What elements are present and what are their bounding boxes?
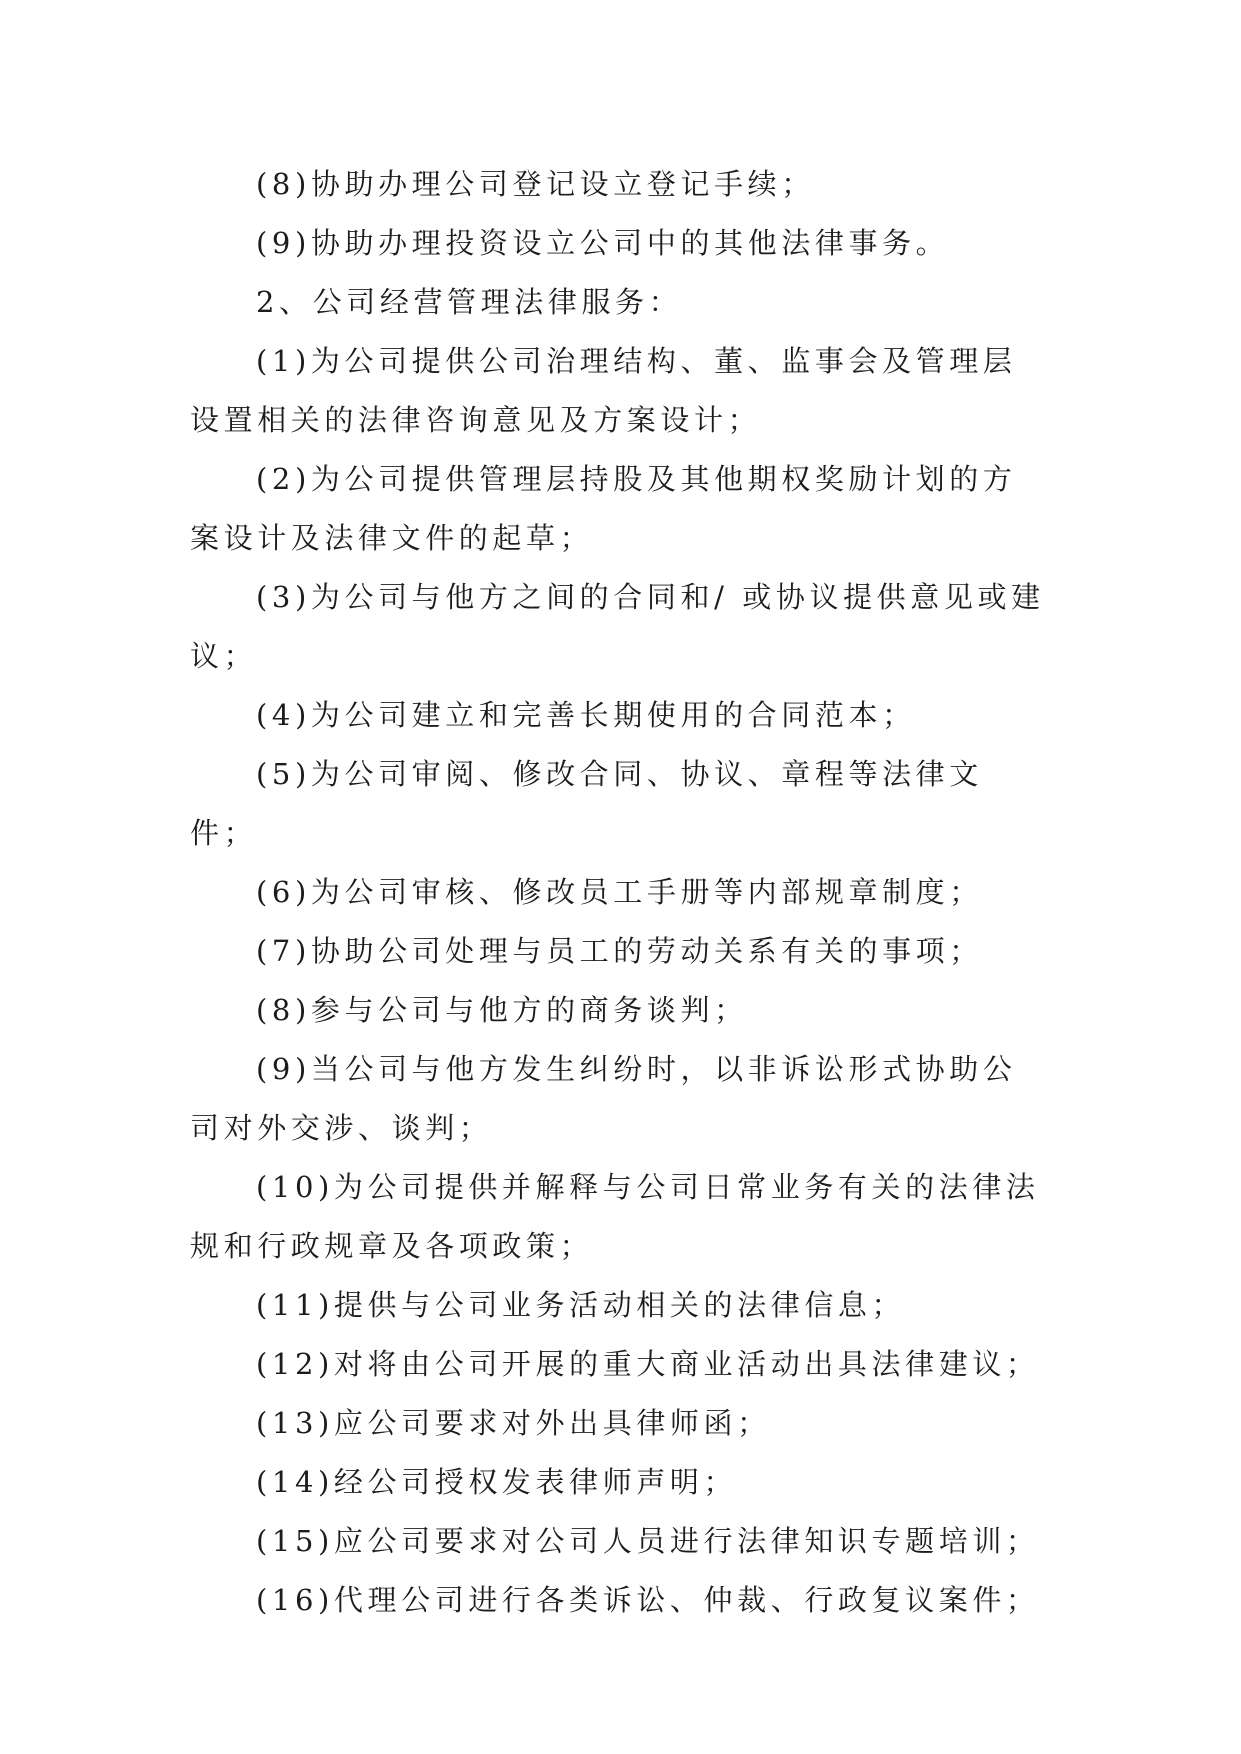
paragraph: (1)为公司提供公司治理结构、董、监事会及管理层设置相关的法律咨询意见及方案设计；	[190, 344, 1017, 437]
paragraph: (8)参与公司与他方的商务谈判；	[256, 993, 748, 1027]
paragraph: (11)提供与公司业务活动相关的法律信息；	[256, 1288, 906, 1322]
paragraph: (12)对将由公司开展的重大商业活动出具法律建议；	[256, 1347, 1040, 1381]
paragraph: (14)经公司授权发表律师声明；	[256, 1465, 738, 1499]
paragraph: (10)为公司提供并解释与公司日常业务有关的法律法规和行政规章及各项政策；	[190, 1170, 1040, 1263]
paragraph: (4)为公司建立和完善长期使用的合同范本；	[256, 698, 916, 732]
paragraph: (9)协助办理投资设立公司中的其他法律事务。	[256, 226, 950, 260]
paragraph: (9)当公司与他方发生纠纷时，以非诉讼形式协助公司对外交涉、谈判；	[190, 1052, 1017, 1145]
paragraph: (2)为公司提供管理层持股及其他期权奖励计划的方案设计及法律文件的起草；	[190, 462, 1017, 555]
section-heading: 2、公司经营管理法律服务：	[256, 285, 683, 319]
paragraph: (15)应公司要求对公司人员进行法律知识专题培训；	[256, 1524, 1040, 1558]
paragraph: (5)为公司审阅、修改合同、协议、章程等法律文件；	[190, 757, 983, 850]
paragraph: (13)应公司要求对外出具律师函；	[256, 1406, 771, 1440]
paragraph: (8)协助办理公司登记设立登记手续；	[256, 167, 815, 201]
paragraph: (7)协助公司处理与员工的劳动关系有关的事项；	[256, 934, 983, 968]
document-body	[190, 155, 1050, 1630]
paragraph: (3)为公司与他方之间的合同和/ 或协议提供意见或建议；	[190, 580, 1045, 673]
paragraph: (6)为公司审核、修改员工手册等内部规章制度；	[256, 875, 983, 909]
paragraph: (16)代理公司进行各类诉讼、仲裁、行政复议案件；	[256, 1583, 1040, 1617]
